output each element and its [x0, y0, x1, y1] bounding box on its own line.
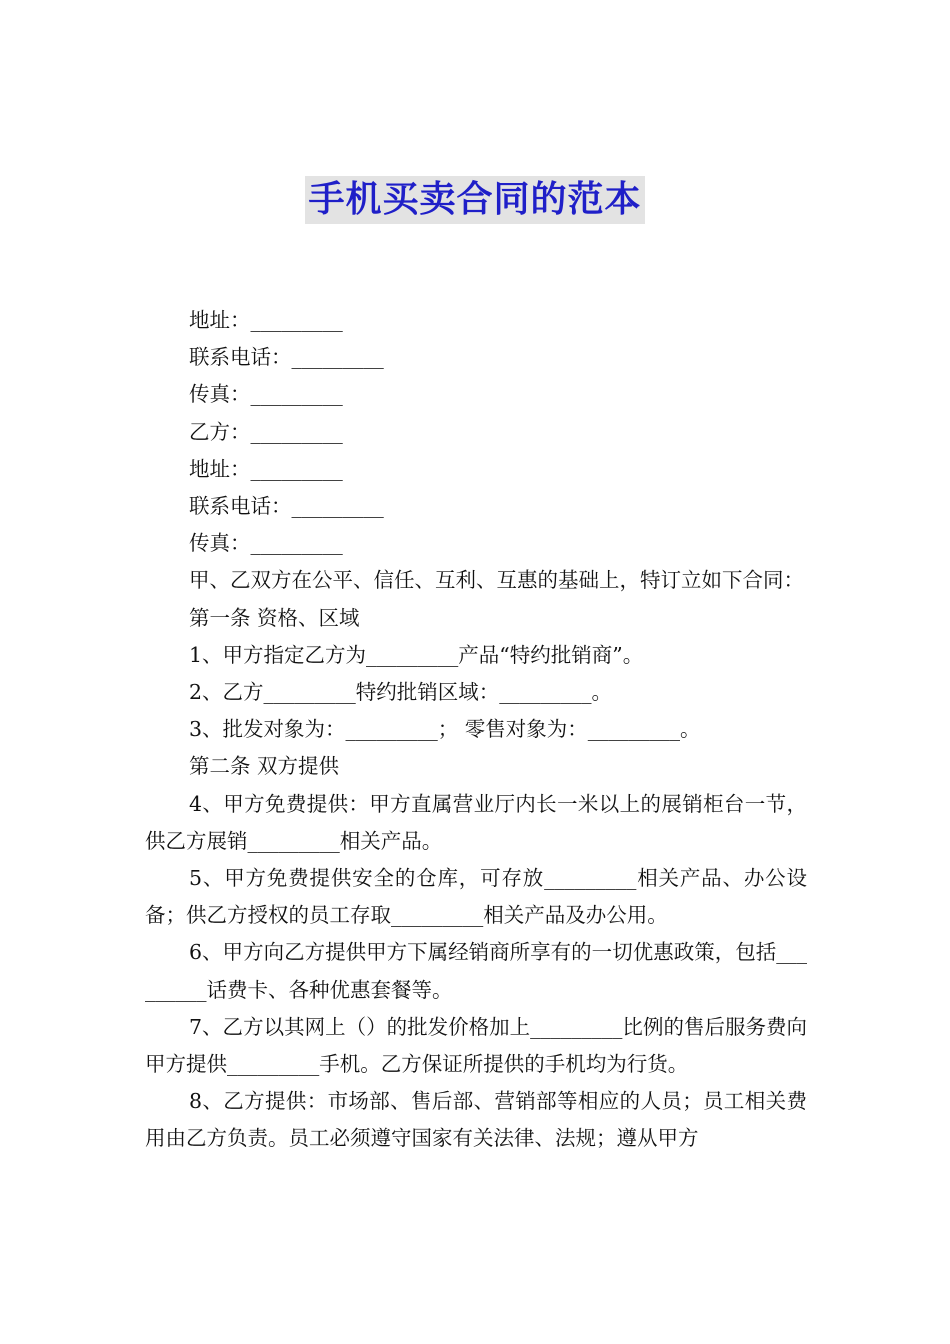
clause-4: 4、甲方免费提供：甲方直属营业厅内长一米以上的展销柜台一节，供乙方展销_________相关产品。	[145, 791, 807, 853]
clause-8: 8、乙方提供：市场部、售后部、营销部等相应的人员；员工相关费用由乙方负责。员工必须遵守国家有关法律、法规；遵从甲方	[145, 1089, 807, 1151]
clause-5: 5、甲方免费提供安全的仓库，可存放_________相关产品、办公设备；供乙方授权的员工存取_________相关产品及办公用。	[145, 866, 807, 928]
clause-7: 7、乙方以其网上（）的批发价格加上_________比例的售后服务费向甲方提供_________手机。乙方保证所提供的手机均为行货。	[145, 1014, 807, 1077]
paragraph-party-b: 乙方：_________	[189, 419, 343, 444]
paragraph-fax-b: 传真：_________	[189, 531, 343, 556]
clause-2: 2、乙方_________特约批销区域：_________。	[189, 680, 613, 705]
paragraph-preamble: 甲、乙双方在公平、信任、互利、互惠的基础上，特订立如下合同：	[189, 568, 804, 593]
clause-3: 3、批发对象为：_________； 零售对象为：_________。	[189, 717, 701, 742]
document-title: 手机买卖合同的范本	[305, 176, 644, 224]
section-heading-2: 第二条 双方提供	[189, 754, 340, 779]
clause-1: 1、甲方指定乙方为_________产品“特约批销商”。	[189, 642, 644, 667]
section-heading-1: 第一条 资格、区域	[189, 605, 360, 630]
paragraph-fax-a: 传真：_________	[189, 382, 343, 407]
paragraph-phone-b: 联系电话：_________	[189, 494, 384, 519]
clause-6: 6、甲方向乙方提供甲方下属经销商所享有的一切优惠政策，包括_________话费卡、各种优惠套餐等。	[145, 940, 807, 1002]
document-body	[145, 302, 807, 1158]
paragraph-address-a: 地址：_________	[189, 308, 343, 332]
paragraph-address-b: 地址：_________	[189, 456, 343, 481]
title-container	[0, 176, 950, 224]
paragraph-phone-a: 联系电话：_________	[189, 345, 384, 370]
